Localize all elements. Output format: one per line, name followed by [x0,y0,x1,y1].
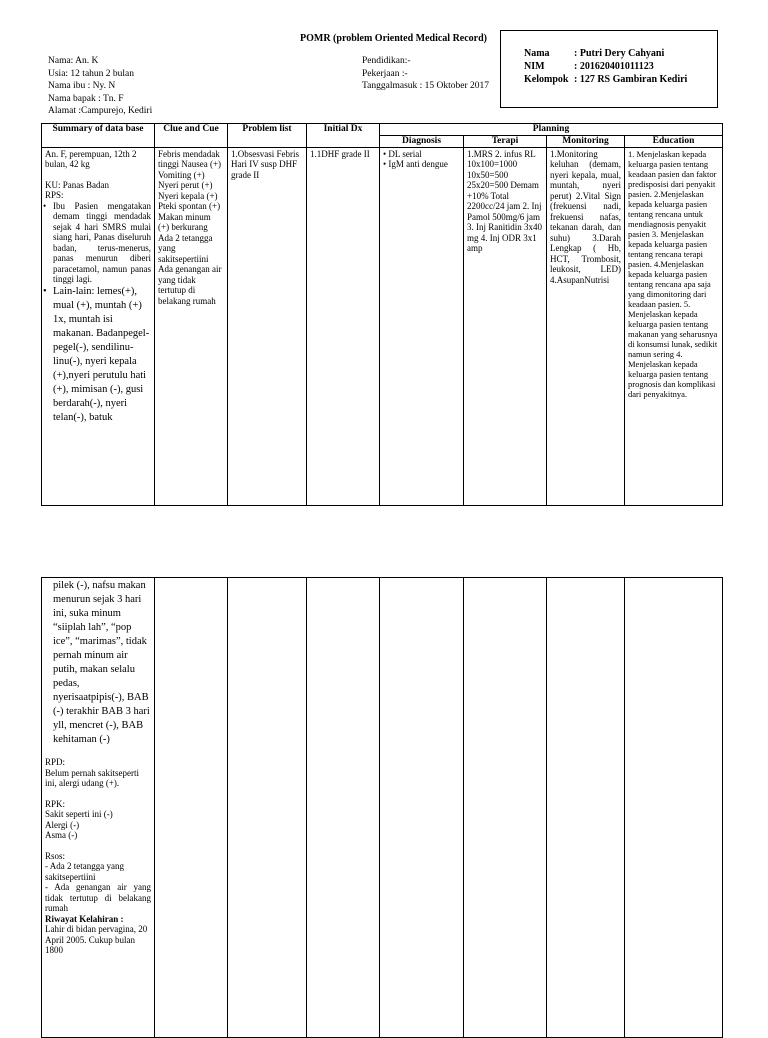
rpk-item: Alergi (-) [45,819,80,830]
patient-name: Nama: An. K [48,56,99,66]
empty-cell [155,578,228,1038]
empty-cell [228,578,307,1038]
header-education: Education [625,136,723,148]
rpk-item: Sakit seperti ini (-) [45,809,113,819]
header-initial: Initial Dx [307,124,380,148]
summary-cell-continued [42,578,155,1038]
student-box [500,30,718,108]
father-name: Nama bapak : Tn. F [48,93,124,104]
education-cell: 1. Menjelaskan kepada keluarga pasien tentang keadaan pasien dan faktor predisposisi dari penyakit pasien. 2.Menjelaskan kepada keluarga pasien tentang rencana untuk mendiagnosis penyakit pasien 3. Menjelaskan kepada keluarga pasien tentang rencana terapi pasien. 4.Menjelaskan kepada keluarga pasien tentang rencana apa saja yang dimonitoring dari keadaan pasien. 5. Menjelaskan kepada keluarga pasien tentang makanan yang seharusnya di konsumsi lunak, sedikit namun sering 4. Menjelaskan kepada keluarga pasien tentang prognosis dan komplikasi dari penyakitnya. [625,147,723,505]
diagnosis-cell [380,147,464,505]
student-name-key: Nama [524,48,550,59]
document-title: POMR (problem Oriented Medical Record) [300,33,487,44]
mother-name: Nama ibu : Ny. N [48,81,116,91]
summary-ku: KU: Panas Badan [45,179,109,190]
header-clue: Clue and Cue [155,124,228,148]
pomr-table-page1 [41,123,723,506]
header-terapi: Terapi [464,136,547,148]
education-level: Pendidikan:- [362,56,411,66]
diagnosis-item: • IgM anti dengue [383,159,448,169]
rpd-text: Belum pernah sakitseperti ini, alergi udang (+). [45,767,139,788]
student-name: : Putri Dery Cahyani [574,48,665,59]
summary-cell [42,147,155,505]
header-planning: Planning [380,124,723,136]
pomr-table-page2 [41,577,723,1038]
summary-rps-continued: pilek (-), nafsu makan menurun sejak 3 hari ini, suka minum “siiplah lah”, “pop ice”, “marimas”, tidak pernah minum air putih, makan selalu pedas, nyerisaatpipis(-), BAB (-) terakhir BAB 3 hari yll, mencret (-), BAB kehitaman (-) [53,580,150,745]
birth-history-text: Lahir di bidan pervagina, 20 April 2005. Cukup bulan 1800 [45,924,148,955]
patient-address: Alamat :Campurejo, Kediri [48,106,153,116]
summary-rps-item1: • Ibu Pasien mengatakan demam tinggi mendadak sejak 4 hari SMRS mulai siang hari, Panas diseluruh badan, terus-menerus, panas menurun diberi paracetamol, namun panas tinggi lagi. [45,201,151,285]
empty-cell [307,578,380,1038]
student-nim: : 201620401011123 [574,61,654,72]
terapi-cell: 1.MRS 2. infus RL 10x100=1000 10x50=500 25x20=500 Demam +10% Total 2200cc/24 jam 2. Inj Pamol 500mg/6 jam 3. Inj Ranitidin 3x40 mg 4. Inj ODR 3x1 amp [464,147,547,505]
diagnosis-item: • DL serial [383,148,422,159]
empty-cell [464,578,547,1038]
summary-rps-item2: • Lain-lain: lemes(+), mual (+), muntah (+) 1x, muntah isi makanan. Badanpegel-pegel(-), sendilinu-linu(-), nyeri kepala (+),nyeri perutulu hati (+), mimisan (-), gusi berdarah(-), nyeri telan(-), batuk [45,285,151,425]
clue-cell: Febris mendadak tinggi Nausea (+) Vomiting (+) Nyeri perut (+) Nyeri kepala (+) Pteki spontan (+) Makan minum (+) berkurang Ada 2 tetangga yang sakitsepertiini Ada genangan air yang tidak tertutup di belakang rumah [155,147,228,505]
empty-cell [547,578,625,1038]
student-group-key: Kelompok [524,74,569,85]
summary-demographics: An. F, perempuan, 12th 2 bulan, 42 kg [45,148,137,169]
occupation: Pekerjaan :- [362,68,408,79]
patient-info [48,55,152,118]
patient-age: Usia: 12 tahun 2 bulan [48,68,135,79]
admission-date: Tanggalmasuk : 15 Oktober 2017 [362,81,490,91]
student-nim-key: NIM [524,61,545,72]
student-group: : 127 RS Gambiran Kediri [574,74,688,85]
empty-cell [380,578,464,1038]
monitoring-cell: 1.Monitoring keluhan (demam, nyeri kepala, mual, muntah, nyeri perut) 2.Vital Sign (frekuensi nadi, frekuensi nafas, tekanan darah, dan suhu) 3.Darah Lengkap ( Hb, HCT, Trombosit, leukosit, LED) 4.AsupanNutrisi [547,147,625,505]
rpk-item: Asma (-) [45,830,78,840]
header-summary: Summary of data base [42,124,155,148]
rsos-item: - Ada genangan air yang tidak tertutup di belakang rumah [45,882,151,913]
initial-dx-cell: 1.1DHF grade II [307,147,380,505]
birth-history-heading: Riwayat Kelahiran : [45,913,124,924]
header-monitoring: Monitoring [547,136,625,148]
patient-info-extra [362,55,489,93]
rsos-item: - Ada 2 tetangga yang sakitsepertiini [45,861,124,882]
rpd-heading: RPD: [45,757,66,767]
rpk-heading: RPK: [45,798,66,809]
summary-rps-heading: RPS: [45,190,64,200]
problem-cell: 1.Obsesvasi Febris Hari IV susp DHF grade II [228,147,307,505]
header-diagnosis: Diagnosis [380,136,464,148]
header-problem: Problem list [228,124,307,148]
rsos-heading: Rsos: [45,850,66,861]
empty-cell [625,578,723,1038]
